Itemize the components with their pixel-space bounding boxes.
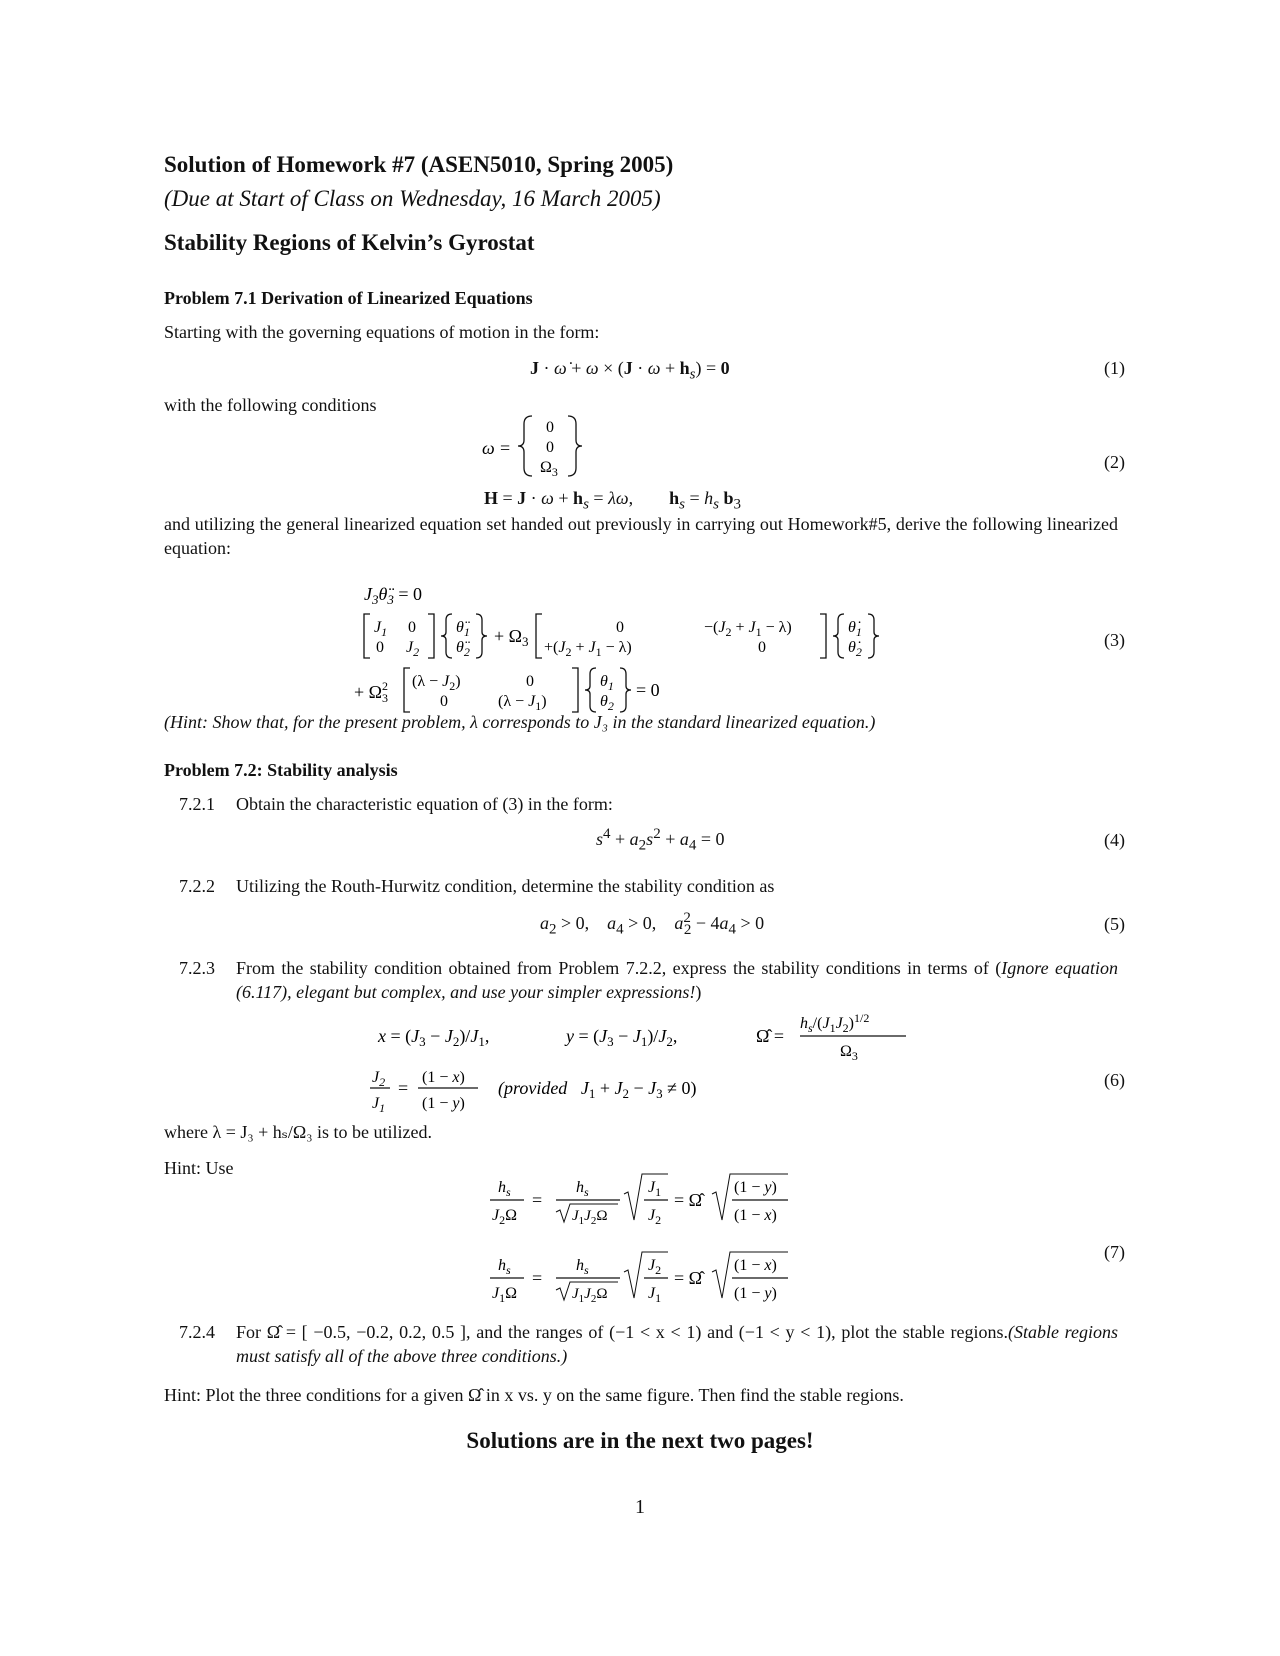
svg-text:+ Ω3: + $\Omega_3$	[494, 626, 529, 649]
equation-number-4: (4)	[1104, 830, 1125, 850]
equation-4: $s^4 + a_2s^2 + a_4 = 0$	[596, 826, 725, 854]
svg-text:= 0: = 0	[636, 680, 660, 700]
svg-text:+(J2 + J1 − λ): $+(J_2 + J_1 - \lambda)$	[544, 639, 632, 659]
svg-text:θ2: $\theta_2$	[600, 693, 614, 713]
due-date: (Due at Start of Class on Wednesday, 16 March 2005)	[164, 186, 661, 211]
utilizing-text: and utilizing the general linearized equation set handed out previously in carrying out Homework#5, derive the following linearized equation:	[164, 514, 1118, 558]
svg-text:hs: $h_s$	[576, 1257, 589, 1277]
equation-7	[488, 1172, 828, 1312]
svg-text:hs/(J1J2)1/2: $h_s/(J_1J_2)^{1/2}$	[800, 1011, 870, 1035]
svg-text:= Ω̂: = Ω̂	[674, 1268, 703, 1288]
svg-text:y = (J3 − J1)/J2,: $y = (J_3 - J_1)/J_2$,	[566, 1026, 678, 1049]
svg-text:ω: ω	[482, 438, 495, 458]
svg-text:(1 − x): (1 − x)	[422, 1069, 465, 1086]
svg-text:= Ω̂: = Ω̂	[674, 1190, 703, 1210]
svg-text:J1Ω: $J_1\Omega$	[492, 1285, 517, 1305]
svg-text:0: 0	[546, 439, 554, 456]
svg-text:−(J2 + J1 − λ): $-(J_2 + J_1 - \lambda)$	[704, 619, 792, 639]
svg-text:Ω3: $\Omega_3$	[540, 459, 558, 479]
equation-5: $a_2 > 0$, $a_4 > 0$, $a^2_2 - 4a_4 > 0$	[540, 910, 765, 938]
equation-3-linearized	[340, 580, 980, 730]
svg-text:θ̇1: $\thetȧ_1$	[848, 619, 862, 639]
svg-text:+ Ω23: + $\Omega^2$ 3	[354, 679, 389, 705]
svg-text:0: 0	[408, 619, 416, 636]
svg-text:(λ − J2): $(\lambda - J_2)$	[412, 673, 461, 693]
svg-text:0: 0	[376, 639, 384, 656]
svg-text:J1: $J_1$	[372, 1095, 386, 1115]
svg-text:Ω3: $\Omega_3$	[840, 1043, 858, 1063]
svg-text:0: 0	[616, 619, 624, 636]
svg-text:J1: $J_1$	[374, 619, 388, 639]
svg-text:=: =	[532, 1268, 543, 1288]
conditions-text: with the following conditions	[164, 395, 377, 415]
hint-plot-text: Hint: Plot the three conditions for a given Ω̂ in x vs. y on the same figure. Then find the stable regions.	[164, 1385, 904, 1405]
equation-number-6: (6)	[1104, 1070, 1125, 1090]
svg-text:(1 − x): (1 − x)	[734, 1207, 777, 1224]
problem-7-1-hint: (Hint: Show that, for the present problem, λ corresponds to J₃ in the standard linearized equation.)	[164, 712, 876, 732]
svg-text:θ1: $\theta_1$	[600, 673, 614, 693]
equation-1: J · ω̇ + $\omega \times (J \cdot \omega + h_s) = 0$	[530, 358, 730, 383]
svg-text:=: =	[532, 1190, 543, 1210]
solutions-note: Solutions are in the next two pages!	[466, 1428, 814, 1453]
svg-text:J3θ̈3 = 0: $J_3\thetä_3 = 0$	[364, 584, 422, 607]
svg-text:=: =	[500, 438, 511, 458]
problem-7-1-intro: Starting with the governing equations of motion in the form:	[164, 322, 600, 342]
equation-2-momentum: $H = J \cdot \omega + h_s = \lambda\omega$, $h_s = h_s$ $b_3$	[484, 488, 741, 513]
svg-text:J1: $J_1$	[648, 1179, 662, 1199]
equation-number-1: (1)	[1104, 358, 1125, 378]
item-7-2-4-number: 7.2.4	[179, 1322, 215, 1342]
svg-text:(1 − y): (1 − y)	[422, 1095, 465, 1112]
svg-text:J1J2Ω: $J_1J_2\Omega$	[572, 1286, 608, 1305]
svg-text:J2: $J_2$	[406, 639, 420, 659]
equation-number-7: (7)	[1104, 1242, 1125, 1262]
svg-text:(1 − y): (1 − y)	[734, 1285, 777, 1302]
svg-text:0: 0	[758, 639, 766, 656]
svg-text:θ̇2: $\thetȧ_2$	[848, 639, 862, 659]
equation-number-3: (3)	[1104, 630, 1125, 650]
svg-text:(1 − y): (1 − y)	[734, 1179, 777, 1196]
svg-text:J1J2Ω: $J_1J_2\Omega$	[572, 1208, 608, 1227]
problem-7-2-heading: Problem 7.2: Stability analysis	[164, 760, 398, 780]
svg-text:(λ − J1): $(\lambda - J_1)$	[498, 693, 547, 713]
where-lambda-text: where λ = J₃ + hₛ/Ω₃ is to be utilized.	[164, 1122, 432, 1142]
item-7-2-3-number: 7.2.3	[179, 958, 215, 978]
svg-text:hs: $h_s$	[576, 1179, 589, 1199]
equation-number-2: (2)	[1104, 452, 1125, 472]
svg-text:0: 0	[526, 673, 534, 690]
svg-text:J2: $J_2$	[648, 1207, 662, 1227]
document-title: Solution of Homework #7 (ASEN5010, Spring 2005)	[164, 152, 674, 177]
item-7-2-2-text: Utilizing the Routh-Hurwitz condition, determine the stability condition as	[236, 876, 775, 896]
item-7-2-1-text: Obtain the characteristic equation of (3) in the form:	[236, 794, 613, 814]
svg-text:hs: $h_s$	[498, 1179, 511, 1199]
svg-text:θ̈1: $\thetä_1$	[456, 619, 470, 639]
item-7-2-2-number: 7.2.2	[179, 876, 215, 896]
svg-text:J2Ω: $J_2\Omega$	[492, 1207, 517, 1227]
page-subtitle: Stability Regions of Kelvin’s Gyrostat	[164, 230, 535, 255]
item-7-2-4-text: For Ω̂ = [ −0.5, −0.2, 0.2, 0.5 ], and the ranges of (−1 < x < 1) and (−1 < y < 1), plot the stable regions.(Stable regions must satisfy all of the above three conditions.)	[236, 1322, 1118, 1366]
svg-text:(1 − x): (1 − x)	[734, 1257, 777, 1274]
svg-text:0: 0	[440, 693, 448, 710]
svg-text:x = (J3 − J2)/J1,: $x = (J_3 - J_2)/J_1$,	[378, 1026, 490, 1049]
svg-text:J1: $J_1$	[648, 1285, 662, 1305]
page-number: 1	[635, 1496, 645, 1518]
svg-text:=: =	[398, 1078, 409, 1098]
svg-text:(provided J1 + J2 − J3 ≠ 0): (provided $J_1 + J_2 - J_3 \ne 0$)	[498, 1078, 697, 1101]
hint-use-label: Hint: Use	[164, 1158, 234, 1178]
svg-text:hs: $h_s$	[498, 1257, 511, 1277]
svg-text:θ̈2: $\thetä_2$	[456, 639, 470, 659]
equation-number-5: (5)	[1104, 914, 1125, 934]
svg-text:J2: $J_2$	[648, 1257, 662, 1277]
item-7-2-1-number: 7.2.1	[179, 794, 215, 814]
svg-text:J2: $J_2$	[372, 1069, 386, 1089]
equation-6	[370, 1010, 930, 1120]
problem-7-1-heading: Problem 7.1 Derivation of Linearized Equations	[164, 288, 533, 308]
svg-text:Ω̂ =: Ω̂ =	[756, 1026, 785, 1046]
equation-2-omega-vector	[480, 410, 610, 482]
svg-text:0: 0	[546, 419, 554, 436]
item-7-2-3-text: From the stability condition obtained from Problem 7.2.2, express the stability conditions in terms of (Ignore equation (6.117), elegant but complex, and use your simpler expressions!)	[236, 958, 1119, 1002]
